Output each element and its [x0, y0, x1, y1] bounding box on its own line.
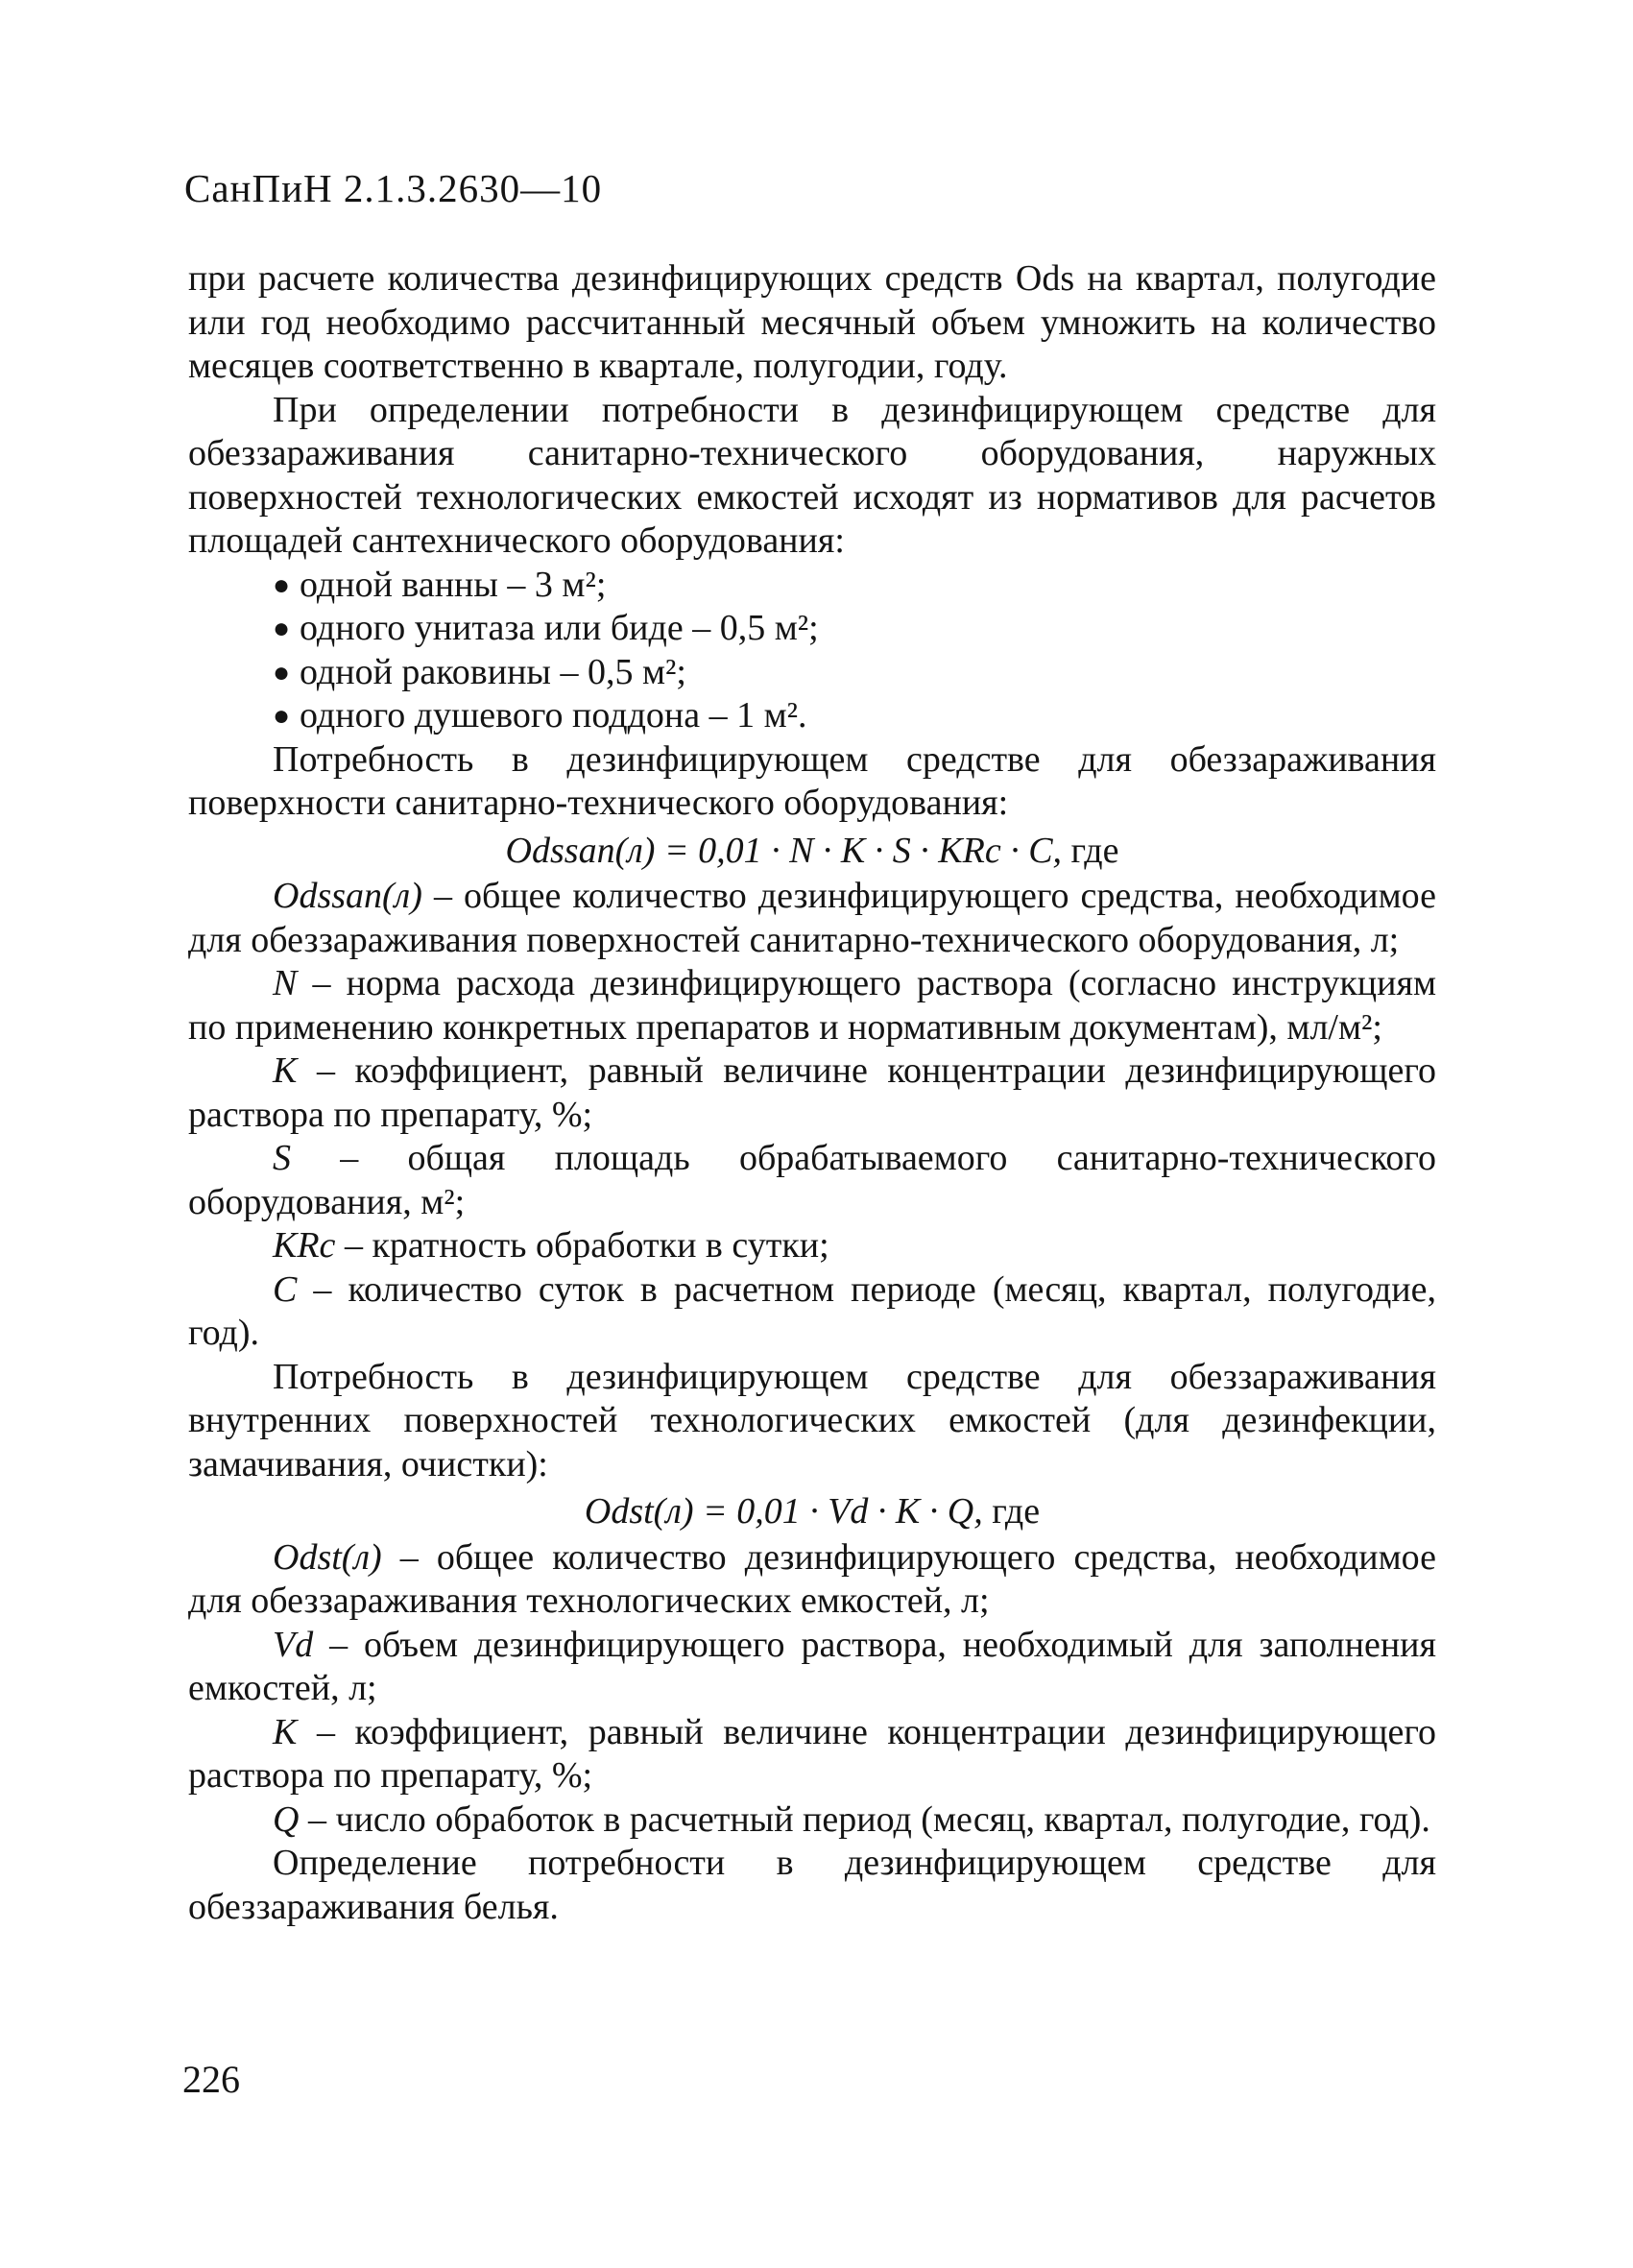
bullet-icon: ● — [273, 613, 291, 644]
definition-symbol: N — [273, 963, 298, 1003]
norms-list-item — [273, 607, 1436, 651]
definition-text: – объем дезинфицирующего раствора, необходимый для заполнения емкостей, л; — [188, 1624, 1436, 1708]
formula-suffix: где — [1070, 830, 1119, 871]
definition-text: – общая площадь обрабатываемого санитарно-технического оборудования, м²; — [188, 1138, 1436, 1222]
bullet-icon: ● — [273, 656, 291, 688]
paragraph-linen-need: Определение потребности в дезинфицирующем средстве для обеззараживания белья. — [188, 1843, 1436, 1927]
definition-symbol: K — [273, 1711, 298, 1752]
norms-list-item — [273, 564, 1436, 608]
definition-s — [188, 1137, 1436, 1224]
definition-vd — [188, 1624, 1436, 1711]
definition-symbol: Q — [273, 1798, 300, 1840]
definition-symbol: Odst(л) — [273, 1536, 382, 1578]
formula-suffix: где — [992, 1491, 1041, 1532]
page-body — [188, 257, 1436, 1929]
norm-text: одной раковины – 0,5 м²; — [300, 651, 686, 692]
definition-text: – коэффициент, равный величине концентрации дезинфицирующего раствора по препарату, %; — [188, 1711, 1436, 1796]
running-title: СанПиН 2.1.3.2630—10 — [184, 166, 603, 210]
norms-list-item — [273, 651, 1436, 695]
definition-text: – общее количество дезинфицирующего средства, необходимое для обеззараживания технологических емкостей, л; — [188, 1536, 1436, 1621]
definition-text: – коэффициент, равный величине концентрации дезинфицирующего раствора по препарату, %; — [188, 1050, 1436, 1135]
formula-tanks — [188, 1486, 1436, 1536]
definition-symbol: C — [273, 1268, 298, 1310]
definition-k — [188, 1050, 1436, 1137]
definition-text: – общее количество дезинфицирующего средства, необходимое для обеззараживания поверхностей санитарно-технического оборудования, л; — [188, 876, 1436, 960]
norms-list-item — [273, 694, 1436, 738]
definition-ods-t — [188, 1536, 1436, 1624]
definition-q — [188, 1798, 1436, 1843]
definition-k — [188, 1711, 1436, 1798]
definition-symbol: Vd — [273, 1624, 314, 1665]
formula-expression: Odst(л) = 0,01 · Vd · K · Q, — [584, 1491, 983, 1532]
definition-text: – число обработок в расчетный период (месяц, квартал, полугодие, год). — [299, 1798, 1430, 1840]
definition-text: – норма расхода дезинфицирующего раствора (согласно инструкциям по применению конкретных препаратов и нормативным документам), мл/м²; — [188, 963, 1436, 1048]
definition-symbol: S — [273, 1138, 291, 1178]
norm-text: одного унитаза или биде – 0,5 м²; — [300, 608, 819, 648]
definition-text: – количество суток в расчетном периоде (месяц, квартал, полугодие, год). — [188, 1268, 1436, 1353]
paragraph-sanitary-need: Потребность в дезинфицирующем средстве для обеззараживания поверхности санитарно-технического оборудования: — [188, 738, 1436, 823]
formula-sanitary — [188, 826, 1436, 876]
norm-text: одного душевого поддона – 1 м². — [300, 695, 807, 736]
definition-n — [188, 962, 1436, 1050]
definition-krc — [188, 1224, 1436, 1268]
definition-symbol: Odssan(л) — [273, 876, 422, 916]
definition-symbol: K — [273, 1050, 298, 1091]
paragraph-monthly-volume: при расчете количества дезинфицирующих средств Ods на квартал, полугодие или год необходимо рассчитанный месячный объем умножить на количество месяцев соответственно в квартале, полугодии, году. — [188, 258, 1436, 386]
paragraph-sanitary-norms-intro: При определении потребности в дезинфицирующем средстве для обеззараживания санитарно-технического оборудования, наружных поверхностей технологических емкостей исходят из нормативов для расчетов площадей сантехнического оборудования: — [188, 389, 1436, 561]
paragraph-tank-need: Потребность в дезинфицирующем средстве для обеззараживания внутренних поверхностей технологических емкостей (для дезинфекции, замачивания, очистки): — [188, 1356, 1436, 1484]
page-number: 226 — [182, 2058, 240, 2101]
bullet-icon: ● — [273, 568, 291, 601]
norm-text: одной ванны – 3 м²; — [300, 564, 607, 605]
bullet-icon: ● — [273, 700, 291, 732]
definition-symbol: KRс — [273, 1225, 336, 1266]
norms-list — [188, 564, 1436, 738]
definition-text: – кратность обработки в сутки; — [335, 1225, 829, 1266]
definition-ods-san — [188, 875, 1436, 962]
formula-expression: Odssan(л) = 0,01 · N · K · S · KRc · C, — [505, 830, 1063, 871]
definition-c — [188, 1268, 1436, 1356]
